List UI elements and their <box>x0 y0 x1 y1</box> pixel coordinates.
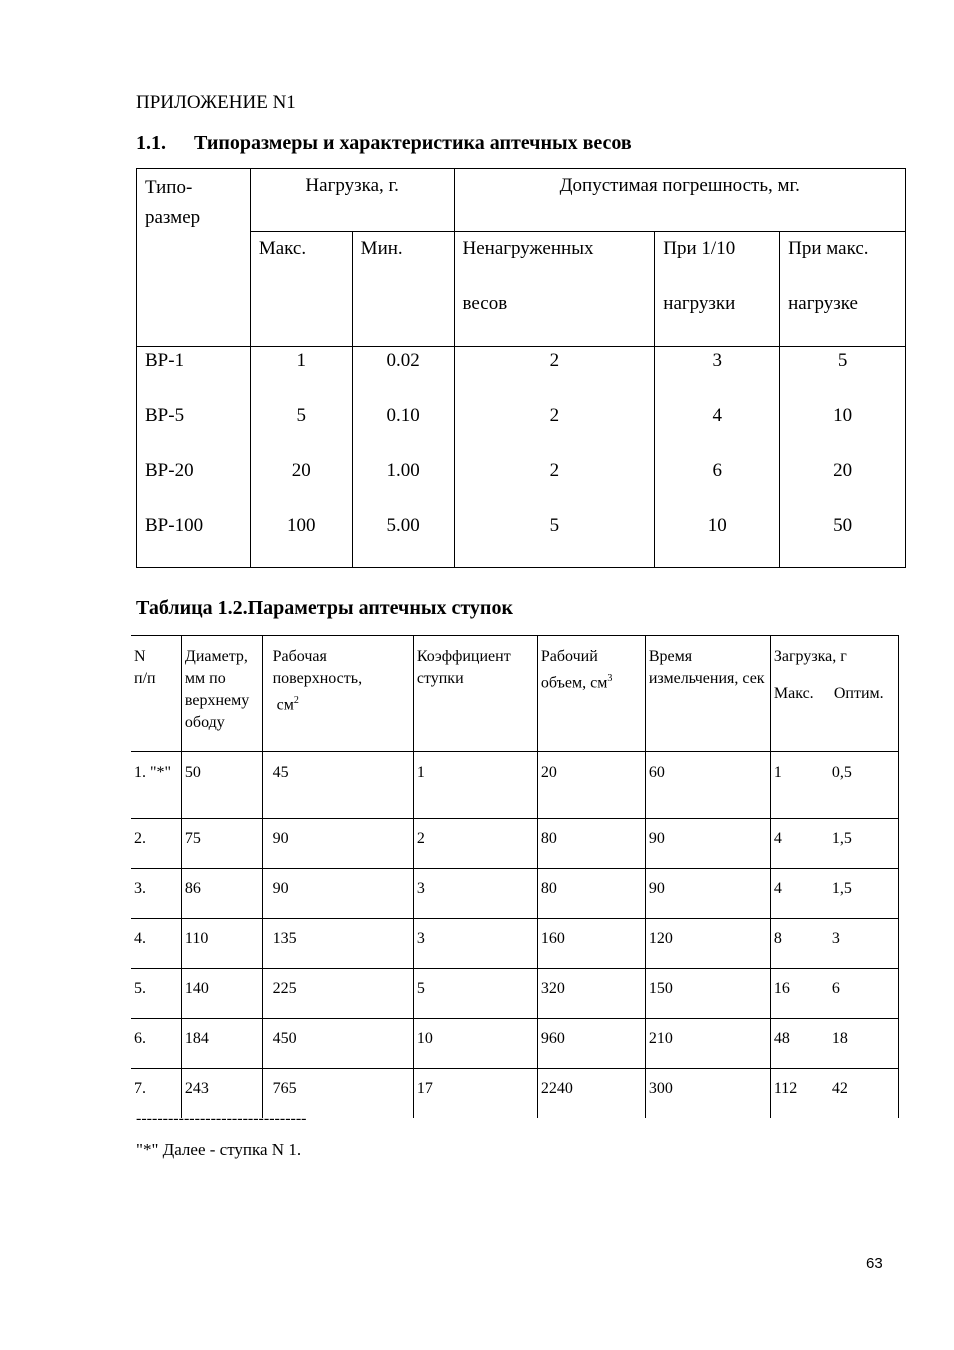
header-diameter <box>181 636 262 752</box>
header-diameter-line3: верхнему <box>184 692 250 709</box>
cell-load <box>770 1019 898 1069</box>
cell-time: 90 <box>645 869 770 919</box>
row-type: ВР-100 <box>145 515 204 536</box>
row-min: 5.00 <box>386 515 420 536</box>
header-atmax-line1: При макс. <box>788 238 869 259</box>
cell-time: 90 <box>645 819 770 869</box>
header-unloaded-line2: весов <box>462 293 508 314</box>
header-load-max: Макс. <box>773 685 814 702</box>
cell-volume: 80 <box>537 819 645 869</box>
cell-load-max: 1 <box>773 764 782 781</box>
header-tenth-line1: При 1/10 <box>663 238 736 259</box>
row-atmax: 10 <box>833 405 853 426</box>
header-diameter-line1: Диаметр, <box>184 648 248 665</box>
cell-load <box>770 819 898 869</box>
cell-surface: 450 <box>262 1019 413 1069</box>
header-tenth <box>655 232 780 347</box>
cell-load-opt: 42 <box>831 1080 848 1097</box>
row-min: 0.10 <box>386 405 420 426</box>
section-number: 1.1. <box>136 132 166 154</box>
cell-diameter: 86 <box>181 869 262 919</box>
header-unloaded <box>454 232 655 347</box>
header-volume <box>537 636 645 752</box>
header-surface-line1: Рабочая <box>272 648 327 665</box>
mortars-table <box>131 635 899 1118</box>
header-atmax <box>780 232 906 347</box>
cell-load-max: 4 <box>773 880 782 897</box>
row-min: 1.00 <box>386 460 420 481</box>
cell-volume: 320 <box>537 969 645 1019</box>
cell-load <box>770 919 898 969</box>
cell-load-max: 112 <box>773 1080 798 1097</box>
header-unloaded-line1: Ненагруженных <box>462 238 594 259</box>
cell-load-opt: 1,5 <box>831 880 852 897</box>
appendix-title: ПРИЛОЖЕНИЕ N1 <box>136 92 296 113</box>
cell-surface: 135 <box>262 919 413 969</box>
cell-diameter: 50 <box>181 752 262 819</box>
cell-volume: 160 <box>537 919 645 969</box>
header-surface-sup: 2 <box>293 695 299 706</box>
cell-num: 4. <box>131 919 181 969</box>
cell-load-max: 8 <box>773 930 782 947</box>
cell-diameter: 140 <box>181 969 262 1019</box>
row-unloaded: 2 <box>549 405 560 426</box>
footnote: "*" Далее - ступка N 1. <box>136 1140 302 1159</box>
cell-time: 300 <box>645 1069 770 1119</box>
cell-load-opt: 0,5 <box>831 764 852 781</box>
section-heading <box>136 132 632 155</box>
cell-load-opt: 1,5 <box>831 830 852 847</box>
cell-coef: 10 <box>413 1019 537 1069</box>
header-max: Макс. <box>250 232 352 347</box>
header-volume-sup: 3 <box>607 673 613 684</box>
header-volume-line1: Рабочий <box>540 648 598 665</box>
header-surface-line3: см <box>276 696 294 714</box>
cell-load-max: 48 <box>773 1030 790 1047</box>
cell-load-max: 16 <box>773 980 790 997</box>
cell-time: 60 <box>645 752 770 819</box>
cell-surface: 90 <box>262 819 413 869</box>
header-load-opt: Оптим. <box>833 685 884 702</box>
cell-diameter: 75 <box>181 819 262 869</box>
header-diameter-line2: мм по <box>184 670 226 687</box>
row-type: ВР-5 <box>145 405 185 426</box>
header-type-line2: размер <box>145 207 201 228</box>
cell-surface: 225 <box>262 969 413 1019</box>
header-time: Время измельчения, сек <box>645 636 770 752</box>
footnote-separator: -------------------------------- <box>136 1110 307 1127</box>
cell-num: 1. "*" <box>131 752 181 819</box>
col-tenth <box>655 347 780 568</box>
cell-diameter: 184 <box>181 1019 262 1069</box>
row-unloaded: 2 <box>549 460 560 481</box>
cell-volume: 20 <box>537 752 645 819</box>
header-tenth-line2: нагрузки <box>663 293 736 314</box>
page-number: 63 <box>866 1255 883 1272</box>
header-num-line1: N <box>134 648 146 665</box>
cell-time: 120 <box>645 919 770 969</box>
header-coef: Коэффициент ступки <box>413 636 537 752</box>
header-type <box>137 169 251 347</box>
col-max <box>250 347 352 568</box>
cell-num: 5. <box>131 969 181 1019</box>
header-load <box>770 636 898 752</box>
row-atmax: 5 <box>837 350 848 371</box>
row-unloaded: 2 <box>549 350 560 371</box>
cell-surface: 45 <box>262 752 413 819</box>
header-surface <box>262 636 413 752</box>
cell-load-opt: 6 <box>831 980 840 997</box>
header-load-label: Загрузка, г <box>773 648 847 665</box>
col-type <box>137 347 251 568</box>
row-tenth: 6 <box>712 460 722 481</box>
cell-coef: 17 <box>413 1069 537 1119</box>
header-surface-line2: поверхность, <box>272 670 363 687</box>
cell-num: 7. <box>131 1069 181 1119</box>
cell-load-opt: 3 <box>831 930 840 947</box>
row-atmax: 20 <box>833 460 853 481</box>
row-type: ВР-20 <box>145 460 194 481</box>
row-type: ВР-1 <box>145 350 185 371</box>
cell-time: 150 <box>645 969 770 1019</box>
row-max: 5 <box>296 405 306 426</box>
row-tenth: 10 <box>707 515 727 536</box>
cell-coef: 5 <box>413 969 537 1019</box>
col-unloaded <box>454 347 655 568</box>
header-atmax-line2: нагрузке <box>788 293 858 314</box>
cell-surface: 90 <box>262 869 413 919</box>
row-max: 100 <box>287 515 316 536</box>
cell-load <box>770 1069 898 1119</box>
cell-load-max: 4 <box>773 830 782 847</box>
header-type-line1: Типо- <box>145 177 193 198</box>
row-tenth: 4 <box>712 405 722 426</box>
cell-coef: 3 <box>413 869 537 919</box>
cell-load <box>770 752 898 819</box>
cell-volume: 2240 <box>537 1069 645 1119</box>
row-tenth: 3 <box>712 350 722 371</box>
col-min <box>352 347 454 568</box>
cell-load <box>770 869 898 919</box>
cell-volume: 960 <box>537 1019 645 1069</box>
cell-num: 2. <box>131 819 181 869</box>
row-max: 1 <box>296 350 306 371</box>
header-num <box>131 636 181 752</box>
row-max: 20 <box>291 460 311 481</box>
cell-load-opt: 18 <box>831 1030 848 1047</box>
cell-num: 3. <box>131 869 181 919</box>
header-volume-line2: объем, см <box>540 674 608 692</box>
header-error: Допустимая погрешность, мг. <box>454 169 906 232</box>
cell-diameter: 110 <box>181 919 262 969</box>
header-load: Нагрузка, г. <box>250 169 454 232</box>
header-diameter-line4: ободу <box>184 714 225 731</box>
table2-title: Таблица 1.2.Параметры аптечных ступок <box>136 597 513 619</box>
cell-coef: 3 <box>413 919 537 969</box>
cell-num: 6. <box>131 1019 181 1069</box>
cell-time: 210 <box>645 1019 770 1069</box>
col-atmax <box>780 347 906 568</box>
cell-volume: 80 <box>537 869 645 919</box>
cell-surface: 765 <box>262 1069 413 1119</box>
cell-coef: 1 <box>413 752 537 819</box>
cell-diameter: 243 <box>181 1069 262 1119</box>
row-atmax: 50 <box>833 515 853 536</box>
scales-table <box>136 168 906 568</box>
header-num-line2: п/п <box>134 670 156 687</box>
section-title: Типоразмеры и характеристика аптечных весов <box>194 132 632 154</box>
row-min: 0.02 <box>386 350 420 371</box>
header-min: Мин. <box>352 232 454 347</box>
cell-coef: 2 <box>413 819 537 869</box>
row-unloaded: 5 <box>549 515 560 536</box>
cell-load <box>770 969 898 1019</box>
